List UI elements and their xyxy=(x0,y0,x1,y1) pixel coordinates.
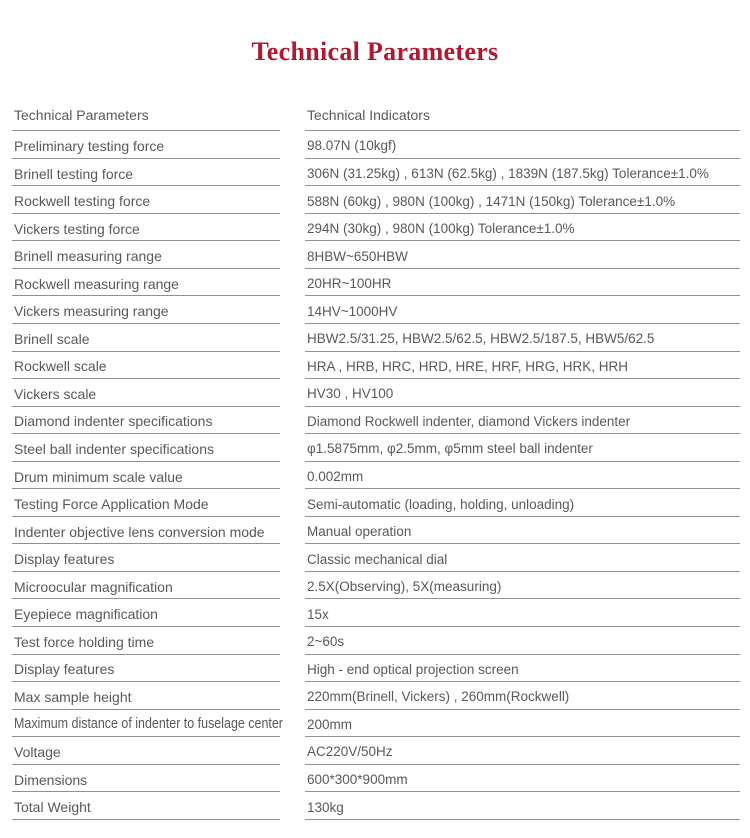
table-row xyxy=(12,489,740,517)
indicator-cell xyxy=(305,382,740,407)
indicator-value: HBW2.5/31.25, HBW2.5/62.5, HBW2.5/187.5, HBW5/62.5 xyxy=(307,331,655,347)
parameter-cell xyxy=(12,768,280,793)
table-row xyxy=(12,324,740,352)
parameter-label: Rockwell scale xyxy=(14,358,107,375)
indicator-cell xyxy=(305,492,740,517)
column-header-parameters: Technical Parameters xyxy=(12,100,280,131)
parameter-label: Diamond indenter specifications xyxy=(14,413,213,430)
table-row xyxy=(12,710,740,738)
table-row xyxy=(12,517,740,545)
parameter-cell xyxy=(12,602,280,627)
table-row xyxy=(12,159,740,187)
parameter-label: Indenter objective lens conversion mode xyxy=(14,523,265,540)
table-row xyxy=(12,379,740,407)
parameter-cell xyxy=(12,465,280,490)
indicator-value: 130kg xyxy=(307,799,344,815)
parameter-cell xyxy=(12,382,280,407)
parameter-cell xyxy=(12,162,280,187)
indicator-value: 15x xyxy=(307,606,329,622)
indicator-cell xyxy=(305,630,740,655)
table-row xyxy=(12,627,740,655)
parameter-label: Rockwell measuring range xyxy=(14,275,179,292)
parameter-cell xyxy=(12,547,280,572)
indicator-value: 600*300*900mm xyxy=(307,772,408,788)
table-row xyxy=(12,352,740,380)
parameter-label: Dimensions xyxy=(14,771,88,788)
indicator-value: 8HBW~650HBW xyxy=(307,248,408,264)
table-body xyxy=(12,131,740,820)
indicator-value: High - end optical projection screen xyxy=(307,661,519,677)
indicator-value: 14HV~1000HV xyxy=(307,303,398,319)
parameter-cell xyxy=(12,244,280,269)
indicator-cell xyxy=(305,327,740,352)
indicator-value: HV30 , HV100 xyxy=(307,386,394,402)
indicator-cell xyxy=(305,134,740,159)
parameter-cell xyxy=(12,327,280,352)
parameter-label: Testing Force Application Mode xyxy=(14,496,209,513)
parameter-label: Max sample height xyxy=(14,688,132,705)
indicator-value: Diamond Rockwell indenter, diamond Vickers indenter xyxy=(307,413,631,429)
table-row xyxy=(12,737,740,765)
table-row xyxy=(12,269,740,297)
indicator-value: 588N (60kg) , 980N (100kg) , 1471N (150kg) Tolerance±1.0% xyxy=(307,193,676,209)
parameter-cell xyxy=(12,630,280,655)
indicator-value: 98.07N (10kgf) xyxy=(307,138,397,154)
indicator-cell xyxy=(305,244,740,269)
indicator-cell xyxy=(305,658,740,683)
indicator-cell xyxy=(305,740,740,765)
indicator-value: Semi-automatic (loading, holding, unloading) xyxy=(307,496,575,512)
table-row xyxy=(12,434,740,462)
indicator-cell xyxy=(305,795,740,820)
parameter-label: Test force holding time xyxy=(14,633,155,650)
indicator-cell xyxy=(305,768,740,793)
parameter-label: Vickers testing force xyxy=(14,220,140,237)
table-row xyxy=(12,186,740,214)
parameter-cell xyxy=(12,492,280,517)
table-row xyxy=(12,682,740,710)
parameter-cell xyxy=(12,575,280,600)
parameter-label: Microocular magnification xyxy=(14,578,173,595)
parameter-cell xyxy=(12,437,280,462)
table-row xyxy=(12,572,740,600)
table-row xyxy=(12,407,740,435)
parameter-label: Rockwell testing force xyxy=(14,193,151,210)
indicator-cell xyxy=(305,520,740,545)
parameter-cell xyxy=(12,299,280,324)
indicator-value: 2.5X(Observing), 5X(measuring) xyxy=(307,579,502,595)
indicator-cell xyxy=(305,685,740,710)
indicator-cell xyxy=(305,437,740,462)
indicator-value: 294N (30kg) , 980N (100kg) Tolerance±1.0% xyxy=(307,221,575,237)
indicator-value: 306N (31.25kg) , 613N (62.5kg) , 1839N (187.5kg) Tolerance±1.0% xyxy=(307,166,709,181)
parameter-cell xyxy=(12,658,280,683)
table-row xyxy=(12,792,740,820)
indicator-cell xyxy=(305,272,740,297)
table-row xyxy=(12,131,740,159)
indicator-value: φ1.5875mm, φ2.5mm, φ5mm steel ball indenter xyxy=(307,441,593,457)
indicator-cell xyxy=(305,355,740,380)
column-header-indicators: Technical Indicators xyxy=(305,100,740,131)
parameter-label: Display features xyxy=(14,551,115,568)
indicator-cell xyxy=(305,189,740,214)
parameter-cell xyxy=(12,740,280,765)
parameter-cell xyxy=(12,520,280,545)
parameter-cell xyxy=(12,217,280,242)
indicator-value: Manual operation xyxy=(307,524,412,540)
parameter-label: Maximum distance of indenter to fuselage center xyxy=(14,716,283,733)
parameter-label: Brinell testing force xyxy=(14,165,134,182)
parameter-label: Drum minimum scale value xyxy=(14,468,183,485)
parameter-cell xyxy=(12,134,280,159)
parameter-cell xyxy=(12,713,283,738)
table-header-row xyxy=(12,100,740,131)
parameter-label: Preliminary testing force xyxy=(14,137,165,154)
table-row xyxy=(12,241,740,269)
indicator-cell xyxy=(305,410,740,435)
parameter-label: Total Weight xyxy=(14,799,91,816)
spec-sheet-page xyxy=(0,36,750,820)
parameter-label: Vickers scale xyxy=(14,385,97,402)
technical-parameters-table xyxy=(12,100,740,820)
parameter-label: Brinell measuring range xyxy=(14,248,162,265)
indicator-value: 2~60s xyxy=(307,634,345,650)
indicator-value: 0.002mm xyxy=(307,469,364,485)
indicator-cell xyxy=(305,713,740,738)
indicator-cell xyxy=(305,217,740,242)
indicator-cell xyxy=(305,602,740,627)
parameter-label: Steel ball indenter specifications xyxy=(14,440,215,457)
parameter-label: Display features xyxy=(14,661,115,678)
table-row xyxy=(12,599,740,627)
indicator-value: 200mm xyxy=(307,716,353,732)
parameter-cell xyxy=(12,189,280,214)
indicator-value: AC220V/50Hz xyxy=(307,744,393,760)
indicator-cell xyxy=(305,465,740,490)
parameter-cell xyxy=(12,795,280,820)
table-row xyxy=(12,462,740,490)
indicator-value: Classic mechanical dial xyxy=(307,551,448,567)
parameter-cell xyxy=(12,355,280,380)
parameter-label: Eyepiece magnification xyxy=(14,606,158,623)
indicator-cell xyxy=(305,299,740,324)
table-row xyxy=(12,296,740,324)
parameter-label: Brinell scale xyxy=(14,330,90,347)
parameter-cell xyxy=(12,272,280,297)
indicator-cell xyxy=(305,547,740,572)
parameter-cell xyxy=(12,410,280,435)
indicator-cell xyxy=(305,162,740,187)
table-row xyxy=(12,655,740,683)
parameter-label: Vickers measuring range xyxy=(14,303,169,320)
page-title: Technical Parameters xyxy=(251,37,499,66)
indicator-cell xyxy=(305,575,740,600)
table-row xyxy=(12,765,740,793)
indicator-value: HRA , HRB, HRC, HRD, HRE, HRF, HRG, HRK, HRH xyxy=(307,358,629,374)
indicator-value: 220mm(Brinell, Vickers) , 260mm(Rockwell) xyxy=(307,689,570,705)
parameter-cell xyxy=(12,685,280,710)
parameter-label: Voltage xyxy=(14,743,61,760)
indicator-value: 20HR~100HR xyxy=(307,276,392,292)
table-row xyxy=(12,214,740,242)
table-row xyxy=(12,544,740,572)
